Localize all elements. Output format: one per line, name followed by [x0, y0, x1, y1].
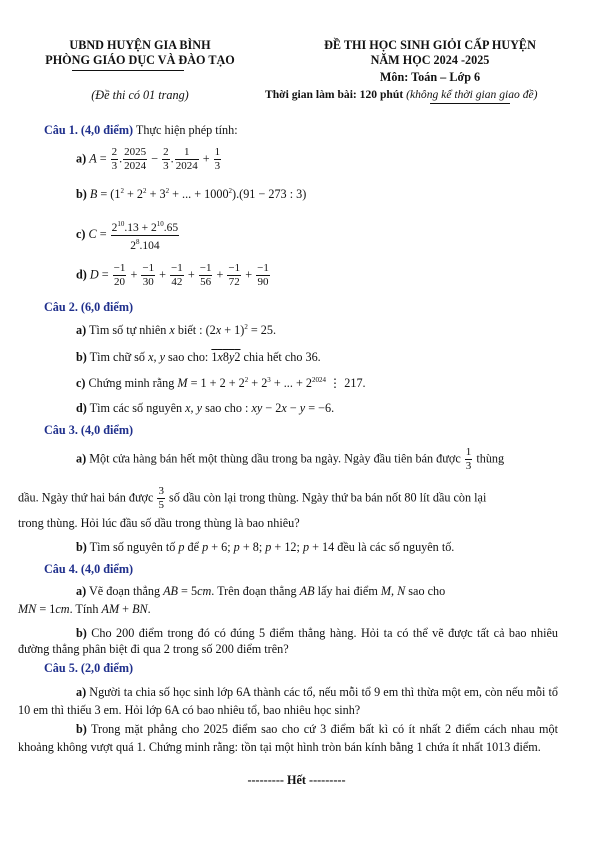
- q2b: b) Tìm chữ số x, y sao cho: 1x8y2 chia hết cho 36.: [76, 350, 321, 364]
- header-time: Thời gian làm bài: 120 phút (không kể thời gian giao đề): [265, 88, 538, 101]
- q2-heading: Câu 2. (6,0 điểm): [44, 300, 134, 314]
- header-right-line2: NĂM HỌC 2024 -2025: [370, 53, 490, 67]
- q4b: b) Cho 200 điểm trong đó có đúng 5 điểm thẳng hàng. Hỏi ta có thể vẽ được tất cả bao nhiêu đường thẳng phân biệt đi qua 2 trong số 200 điểm trên?: [18, 626, 558, 656]
- end-marker: --------- Hết ---------: [247, 773, 346, 787]
- q2a: a) Tìm số tự nhiên x biết : $(2x + 1)^2 = 25$.: [76, 323, 277, 338]
- header-left-note: (Đề thi có 01 trang): [91, 88, 189, 102]
- q5a: a) Người ta chia số học sinh lớp 6A thành các tổ, nếu mỗi tổ 9 em thì thừa một em, còn nếu mỗi tổ 10 em thì thiếu 3 em. Hỏi lớp 6A có bao nhiêu tổ, bao nhiêu học sinh?: [18, 685, 558, 717]
- q3a-line2: dầu. Ngày thứ hai bán được $\frac{3}{5}$ số dầu còn lại trong thùng. Ngày thứ ba bán nốt 80 lít dầu còn lại: [18, 485, 487, 511]
- q3a-line3: trong thùng. Hỏi lúc đầu số dầu trong thùng là bao nhiêu?: [18, 516, 300, 530]
- q1c-expression: c) C = $\frac{2^{10}.13 + 2^{10}.65}{2^8.104}$: [76, 220, 179, 252]
- q3-heading: Câu 3. (4,0 điểm): [44, 423, 134, 437]
- header-right-underline: [430, 103, 510, 104]
- q3a-line1: a) Một cửa hàng bán hết một thùng dầu trong ba ngày. Ngày đầu tiên bán được $\frac{1}{3}$ thùng: [76, 446, 505, 472]
- q2c: c) Chứng minh rằng $M = 1 + 2 + 2^2 + 2^3$ + ... + $2^{2024}$ ⋮ 217.: [76, 376, 366, 391]
- header-right-line3: Môn: Toán – Lớp 6: [379, 70, 481, 84]
- q4a-line1: a) Vẽ đoạn thẳng AB = 5cm. Trên đoạn thẳng AB lấy hai điểm M, N sao cho: [76, 584, 446, 598]
- q2d: d) Tìm các số nguyên x, y sao cho : xy − 2x − y = −6.: [76, 401, 335, 415]
- q1a-expression: a) A = $\frac{2}{3}$ . $\frac{2025}{2024}$ − $\frac{2}{3}$ . $\frac{1}{2024}$ + $\frac{1}{3}$: [76, 146, 221, 172]
- q4-heading: Câu 4. (4,0 điểm): [44, 562, 134, 576]
- q3b: b) Tìm số nguyên tố p để p + 6; p + 8; p + 12; p + 14 đều là các số nguyên tố.: [76, 540, 455, 554]
- q4a-line2: MN = 1cm. Tính AM + BN.: [18, 602, 151, 616]
- q1d-expression: d) D = $\frac{-1}{20}$ + $\frac{-1}{30}$ + $\frac{-1}{42}$ + $\frac{-1}{56}$ + $\frac{-1}{72}$ + $\frac{-1}{90}$: [76, 262, 269, 288]
- header-left-underline: [72, 70, 184, 71]
- header-left-line2: PHÒNG GIÁO DỤC VÀ ĐÀO TẠO: [45, 53, 235, 67]
- q1-heading: Câu 1. (4,0 điểm) Thực hiện phép tính:: [44, 123, 238, 137]
- q5b: b) Trong mặt phẳng cho 2025 điểm sao cho cứ 3 điểm bất kì có ít nhất 2 điểm cách nhau một khoảng không vượt quá 1. Chứng minh rằng: tồn tại một hình tròn bán kính bằng 1 chứa ít nhất 1013 điểm.: [18, 722, 558, 754]
- q5-heading: Câu 5. (2,0 điểm): [44, 661, 134, 675]
- q1b-expression: b) $B = (1^2 + 2^2 + 3^2$ + ... + $1000^2).(91 - 273$ : 3): [76, 187, 307, 202]
- header-left-line1: UBND HUYỆN GIA BÌNH: [69, 38, 211, 52]
- header-right-line1: ĐỀ THI HỌC SINH GIỎI CẤP HUYỆN: [324, 38, 536, 52]
